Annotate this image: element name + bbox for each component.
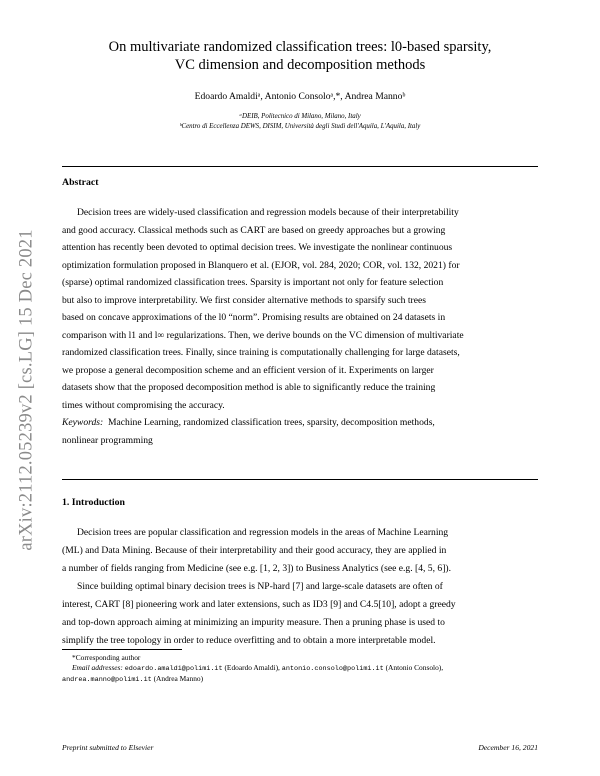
intro-line: simplify the tree topology in order to reduce overfitting and to obtain a more interpretable model. bbox=[62, 635, 436, 646]
abstract-line: times without compromising the accuracy. bbox=[62, 399, 225, 411]
footer-left: Preprint submitted to Elsevier bbox=[62, 743, 154, 752]
abstract-line: and good accuracy. Classical methods such as CART are based on greedy approaches but a growing bbox=[62, 224, 446, 236]
abstract-line: Decision trees are widely-used classification and regression models because of their interpretability bbox=[77, 207, 459, 218]
intro-line: (ML) and Data Mining. Because of their interpretability and their good accuracy, they are applied in bbox=[62, 545, 447, 556]
intro-line: Decision trees are popular classification and regression models in the areas of Machine Learning bbox=[77, 527, 449, 538]
abstract-line: comparison with l1 and l∞ regularizations. Then, we derive bounds on the VC dimension of multivariate bbox=[62, 329, 464, 341]
keywords-line bbox=[62, 417, 538, 428]
abstract-line: based on concave approximations of the l0 “norm”. Promising results are obtained on 24 datasets in bbox=[62, 312, 446, 323]
email-line-2 bbox=[62, 674, 542, 685]
title-line-2: VC dimension and decomposition methods bbox=[174, 57, 426, 73]
intro-line: interest, CART [8] pioneering work and later extensions, such as ID3 [9] and C4.5[10], adopt a greedy bbox=[62, 599, 456, 610]
abstract-line: we propose a general decomposition scheme and an efficient version of it. Experiments on larger bbox=[62, 364, 434, 376]
abstract-line: (sparse) optimal randomized classification trees. Sparsity is important not only for feature selection bbox=[62, 277, 444, 288]
affiliation-a: ᵃDEIB, Politecnico di Milano, Milano, Italy bbox=[239, 113, 361, 120]
email-owner: (Antonio Consolo), bbox=[385, 663, 444, 673]
footnote-rule bbox=[62, 649, 182, 650]
arxiv-identifier bbox=[10, 200, 44, 580]
abstract-line: randomized classification trees. Finally, since training is computationally challenging for large datasets, bbox=[62, 347, 460, 358]
abstract-bottom-rule bbox=[62, 479, 538, 480]
author-list: Edoardo Amaldiᵃ, Antonio Consoloᵃ,*, Andrea Mannoᵇ bbox=[194, 91, 406, 102]
email-owner: (Edoardo Amaldi), bbox=[224, 663, 280, 673]
affiliation-b: ᵇCentro di Eccellenza DEWS, DISIM, Università degli Studi dell'Aquila, L'Aquila, Italy bbox=[179, 123, 421, 130]
keywords-label: Keywords: bbox=[62, 417, 104, 428]
footer-right: December 16, 2021 bbox=[478, 743, 538, 752]
keywords-line-2: nonlinear programming bbox=[62, 434, 153, 446]
arxiv-identifier-text: arXiv:2112.05239v2 [cs.LG] 15 Dec 2021 bbox=[16, 229, 37, 551]
title-line-1: On multivariate randomized classification trees: l0-based sparsity, bbox=[108, 39, 492, 55]
intro-line: a number of fields ranging from Medicine (see e.g. [1, 2, 3]) to Business Analytics (see e.g. [4, 5, 6]). bbox=[62, 563, 451, 574]
keywords-text: Machine Learning, randomized classification trees, sparsity, decomposition methods, bbox=[108, 417, 435, 428]
abstract-line: optimization formulation proposed in Blanquero et al. (EJOR, vol. 284, 2020; COR, vol. 132, 2021) for bbox=[62, 259, 460, 271]
abstract-top-rule bbox=[62, 166, 538, 167]
email-link[interactable]: andrea.manno@polimi.it bbox=[62, 676, 152, 685]
abstract-heading: Abstract bbox=[62, 177, 99, 188]
email-link[interactable]: edoardo.amaldi@polimi.it bbox=[124, 665, 223, 674]
email-line-1 bbox=[62, 663, 542, 674]
paper-title bbox=[60, 38, 540, 74]
email-owner: (Andrea Manno) bbox=[153, 674, 204, 684]
email-link[interactable]: antonio.consolo@polimi.it bbox=[281, 665, 384, 674]
abstract-line: datasets show that the proposed decomposition method is able to significantly reduce the training bbox=[62, 382, 436, 393]
introduction-heading: 1. Introduction bbox=[62, 497, 125, 508]
corresponding-author-note: *Corresponding author bbox=[72, 653, 141, 662]
footnotes bbox=[62, 653, 542, 686]
intro-line: and top-down approach aiming at minimizing an impurity measure. Then a pruning phase is used to bbox=[62, 617, 445, 628]
abstract-line: but also to improve interpretability. We first consider alternative methods to sparsify such trees bbox=[62, 294, 426, 306]
intro-line: Since building optimal binary decision trees is NP-hard [7] and large-scale datasets are often of bbox=[77, 581, 443, 592]
abstract-line: attention has recently been devoted to optimal decision trees. We investigate the nonlinear continuous bbox=[62, 242, 453, 253]
email-label: Email addresses: bbox=[72, 663, 123, 673]
affiliations bbox=[60, 112, 540, 132]
